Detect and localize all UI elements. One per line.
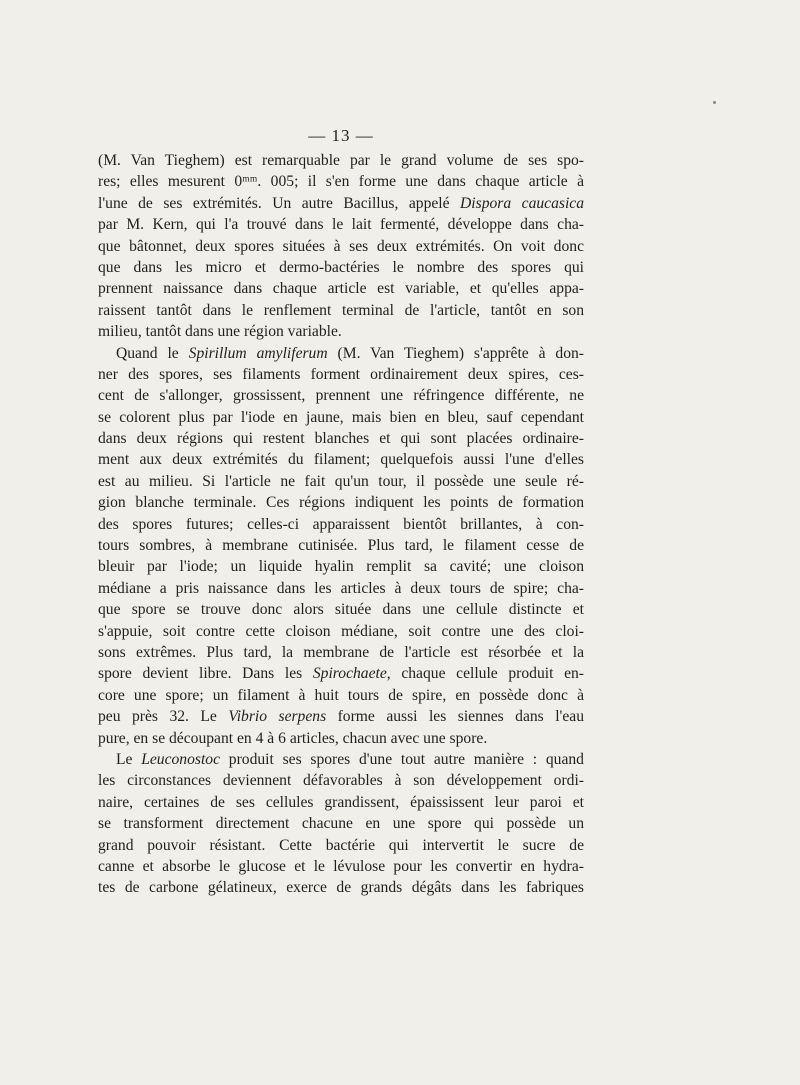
text-line: tes de carbone gélatineux, exerce de grands dégâts dans les fabriques: [98, 879, 584, 897]
text-line: raissent tantôt dans le renflement terminal de l'article, tantôt en son: [98, 301, 584, 319]
text-line: Le Leuconostoc produit ses spores d'une tout autre manière : quand: [116, 750, 584, 768]
text-line: tours sombres, à membrane cutinisée. Plus tard, le filament cesse de: [98, 537, 584, 555]
text-line: sons extrêmes. Plus tard, la membrane de l'article est résorbée et la: [98, 643, 584, 661]
text-line: milieu, tantôt dans une région variable.: [98, 323, 342, 341]
text-line: prennent naissance dans chaque article est variable, et qu'elles appa-: [98, 280, 584, 298]
paper-speck: [713, 101, 716, 104]
text-line: dans deux régions qui restent blanches et qui sont placées ordinaire-: [98, 430, 584, 448]
text-line: par M. Kern, qui l'a trouvé dans le lait fermenté, développe dans cha-: [98, 216, 584, 234]
text-line: peu près 32. Le Vibrio serpens forme aussi les siennes dans l'eau: [98, 708, 584, 726]
text-line: (M. Van Tieghem) est remarquable par le grand volume de ses spo-: [98, 152, 584, 169]
text-line: médiane a pris naissance dans les articles à deux tours de spire; cha-: [98, 579, 584, 597]
page-number: — 13 —: [308, 126, 374, 145]
text-line: se transforment directement chacune en une spore qui possède un: [98, 815, 584, 833]
text-line: l'une de ses extrémités. Un autre Bacillus, appelé Dispora caucasica: [98, 194, 585, 212]
text-line: ner des spores, ses filaments forment ordinairement deux spires, ces-: [98, 365, 584, 383]
text-line: les circonstances deviennent défavorables à son développement ordi-: [98, 772, 584, 790]
text-line: Quand le Spirillum amyliferum (M. Van Tieghem) s'apprête à don-: [116, 344, 585, 362]
text-line: ment aux deux extrémités du filament; quelquefois aussi l'une d'elles: [98, 451, 584, 469]
text-line: pure, en se découpant en 4 à 6 articles, chacun avec une spore.: [98, 729, 488, 747]
text-line: des spores futures; celles-ci apparaissent bientôt brillantes, à con-: [98, 515, 584, 533]
text-line: res; elles mesurent 0ᵐᵐ. 005; il s'en forme une dans chaque article à: [98, 173, 584, 191]
text-line: cent de s'allonger, grossissent, prennent une réfringence différente, ne: [98, 387, 584, 405]
body-text: [98, 150, 584, 899]
text-line: naire, certaines de ses cellules grandissent, épaississent leur paroi et: [98, 793, 584, 811]
text-line: gion blanche terminale. Ces régions indiquent les points de formation: [98, 494, 584, 512]
text-line: core une spore; un filament à huit tours de spire, en possède donc à: [98, 686, 584, 704]
text-line: bleuir par l'iode; un liquide hyalin remplit sa cavité; une cloison: [98, 558, 584, 576]
text-line: grand pouvoir résistant. Cette bactérie qui intervertit le sucre de: [98, 836, 584, 854]
text-line: que dans les micro et dermo-bactéries le nombre des spores qui: [98, 258, 584, 276]
text-line: que bâtonnet, deux spores situées à ses deux extrémités. On voit donc: [98, 237, 584, 255]
text-line: que spore se trouve donc alors située dans une cellule distincte et: [98, 601, 584, 619]
text-line: se colorent plus par l'iode en jaune, mais bien en bleu, sauf cependant: [98, 408, 584, 426]
text-line: s'appuie, soit contre cette cloison médiane, soit contre une des cloi-: [98, 622, 584, 640]
text-line: canne et absorbe le glucose et le lévulose pour les convertir en hydra-: [98, 857, 584, 875]
text-line: spore devient libre. Dans les Spirochaete, chaque cellule produit en-: [98, 665, 584, 683]
text-line: est au milieu. Si l'article ne fait qu'un tour, il possède une seule ré-: [98, 472, 584, 490]
